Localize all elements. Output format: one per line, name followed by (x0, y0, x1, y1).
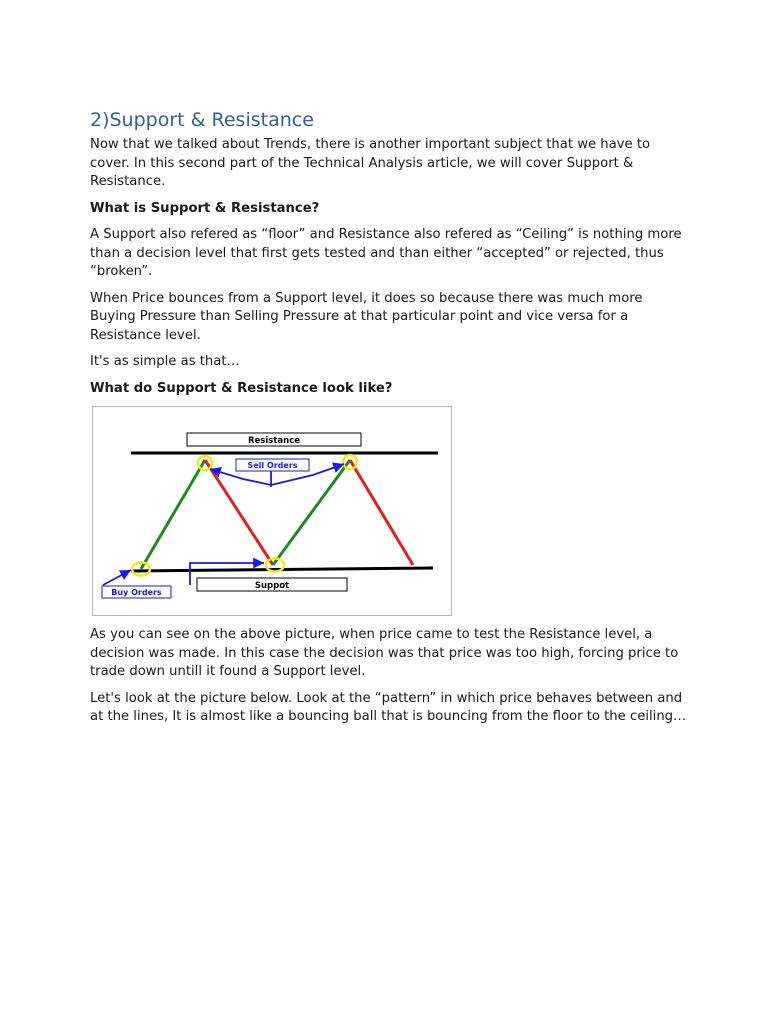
picture-explanation-paragraph: As you can see on the above picture, when price came to test the Resistance level, a decision was made. In this case the decision was that price was too high, forcing price to trade down untill it found a Support level. (90, 627, 679, 679)
definition-paragraph: A Support also refered as “floor” and Resistance also refered as “Ceiling” is nothing more than a decision level that first gets tested and than either “accepted” or rejected, thus “broken”. (90, 227, 682, 279)
question-heading-2: What do Support & Resistance look like? (90, 380, 393, 396)
price-up-leg-1 (141, 460, 205, 569)
price-down-leg-2 (350, 460, 413, 565)
touch-marker-resistance-1 (198, 456, 212, 470)
resistance-label: Resistance (248, 436, 300, 446)
support-resistance-diagram (93, 407, 451, 615)
pressure-paragraph: When Price bounces from a Support level, it does so because there was much more Buying Pressure than Selling Pressure at that particular point and vice versa for a Resistance level. (90, 290, 643, 343)
buy-orders-label: Buy Orders (111, 588, 162, 597)
buy-arrow-left (103, 570, 131, 585)
support-resistance-figure (92, 406, 452, 616)
document-page (90, 106, 690, 735)
pattern-paragraph: Let's look at the picture below. Look at the “pattern” in which price behaves between and at the lines, It is almost like a bouncing ball that is bouncing from the floor to the ceiling… (90, 690, 687, 724)
section-title: 2)Support & Resistance (90, 109, 314, 131)
support-label: Suppot (254, 581, 290, 591)
question-heading-1: What is Support & Resistance? (90, 200, 320, 216)
sell-orders-label: Sell Orders (247, 461, 298, 470)
simple-paragraph: It's as simple as that… (90, 354, 240, 369)
price-down-leg-1 (205, 460, 273, 565)
intro-paragraph: Now that we talked about Trends, there is another important subject that we have to cover. In this second part of the Technical Analysis article, we will cover Support & Resistance. (90, 137, 651, 189)
